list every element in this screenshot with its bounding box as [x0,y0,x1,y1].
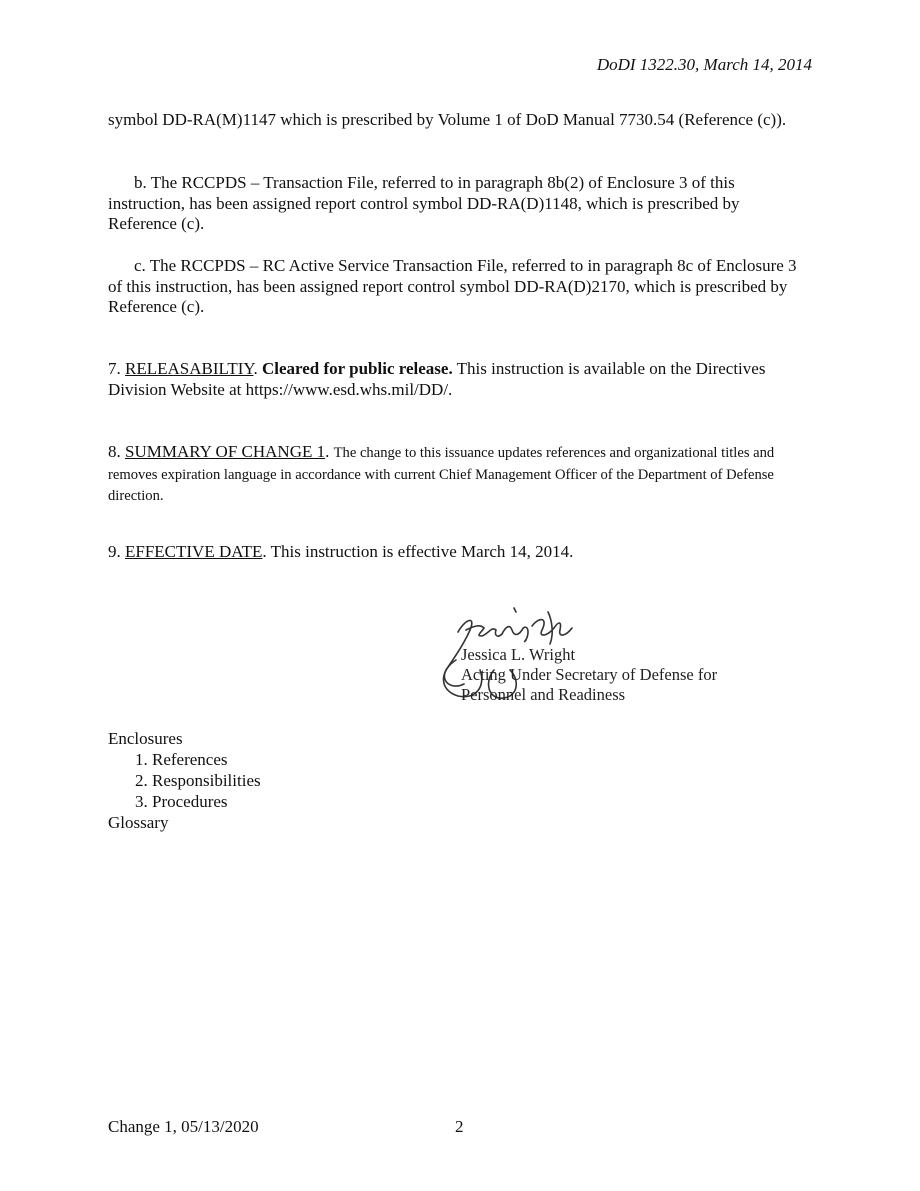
section-8-title: SUMMARY OF CHANGE 1 [125,442,326,461]
section-8-summary-of-change [108,442,808,507]
enclosure-item: 3. Procedures [135,792,228,811]
section-9-separator: . [262,542,271,561]
signatory [461,645,717,705]
section-7-text: This instruction is available on the Directives Division Website at https://www.esd.whs.mil/DD/. [108,359,766,399]
section-7-bold-text: Cleared for public release. [261,359,453,378]
section-9-effective-date [108,542,808,563]
section-8-number: 8. [108,442,125,461]
section-8-text: The change to this issuance updates references and organizational titles and removes expiration language in accordance with current Chief Management Officer of the Department of Defense direction. [108,445,775,504]
section-7-number: 7. [108,359,125,378]
section-9-text: This instruction is effective March 14, 2014. [270,542,574,561]
paragraph-b: b. The RCCPDS – Transaction File, referred to in paragraph 8b(2) of Enclosure 3 of this instruction, has been assigned report control symbol DD-RA(D)1148, which is prescribed by Reference (c). [108,173,740,233]
enclosures-list [108,728,261,833]
signatory-name: Jessica L. Wright [461,645,576,664]
enclosure-item: 2. Responsibilities [135,771,261,790]
section-7-separator: . [253,359,262,378]
footer-page-number: 2 [455,1117,464,1136]
paragraph-continuation: symbol DD-RA(M)1147 which is prescribed by Volume 1 of DoD Manual 7730.54 (Reference (c)). [108,110,787,129]
footer-change-note: Change 1, 05/13/2020 [108,1117,259,1136]
section-7-title: RELEASABILTIY [125,359,254,378]
paragraph-c: c. The RCCPDS – RC Active Service Transaction File, referred to in paragraph 8c of Enclosure 3 of this instruction, has been assigned report control symbol DD-RA(D)2170, which is prescribed by Reference (c). [108,256,797,316]
section-8-separator: . [325,442,334,461]
section-9-title: EFFECTIVE DATE [125,542,263,561]
signature-block [436,600,756,715]
header-doc-ref: DoDI 1322.30, March 14, 2014 [596,55,812,74]
section-9-number: 9. [108,542,125,561]
signatory-title-line-2: Personnel and Readiness [461,685,626,704]
glossary-label: Glossary [108,813,169,832]
enclosure-item: 1. References [135,750,228,769]
enclosures-heading: Enclosures [108,729,183,748]
section-7-releasability [108,359,808,400]
signatory-title-line-1: Acting Under Secretary of Defense for [461,665,718,684]
